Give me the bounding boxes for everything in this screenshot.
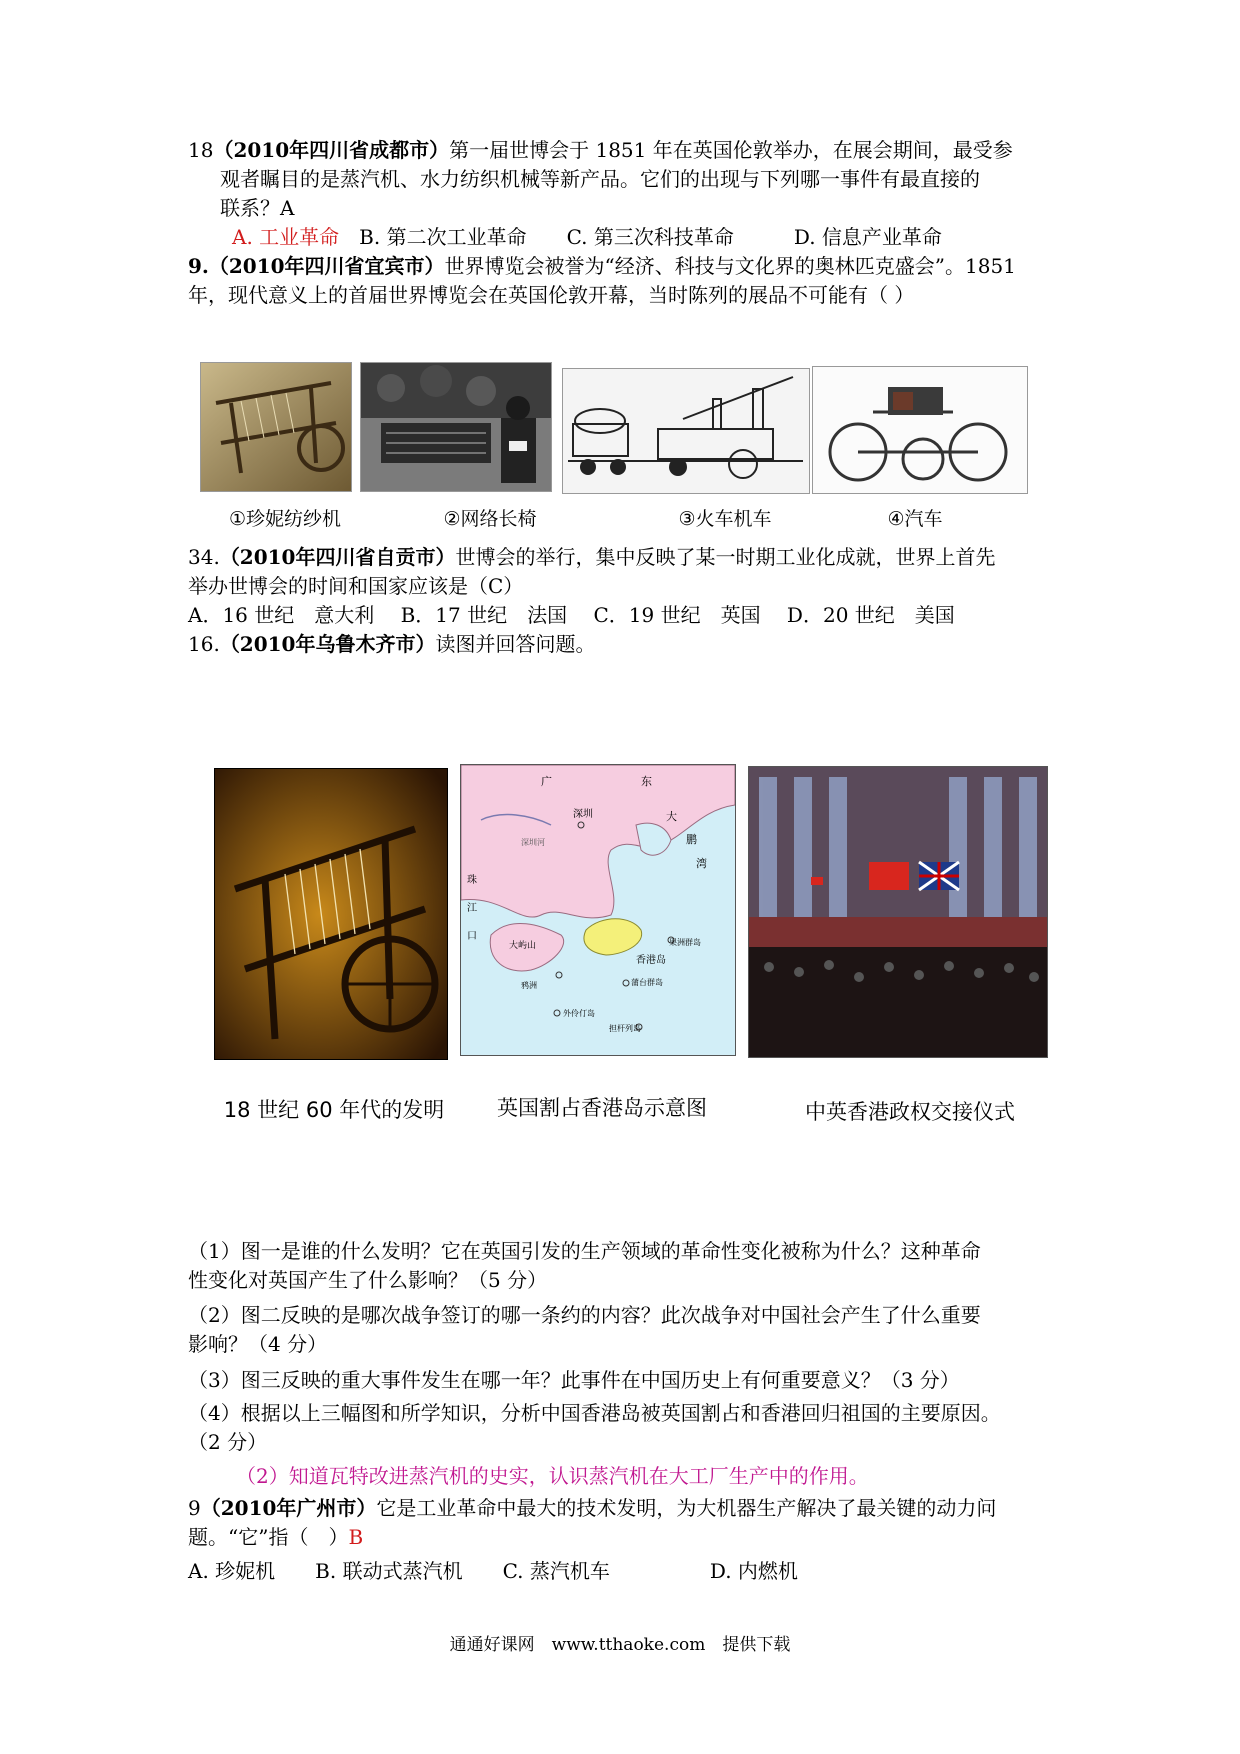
map-label-dong: 东 — [641, 775, 652, 788]
map-label-wailingding: 外伶仃岛 — [563, 1009, 595, 1018]
caption-invention: 18 世纪 60 年代的发明 — [223, 1098, 445, 1122]
correct-answer: B — [348, 1525, 364, 1549]
q16-sub4-line1: （4）根据以上三幅图和所学知识，分析中国香港岛被英国割占和香港回归祖国的主要原因。 — [188, 1401, 1001, 1425]
q18-line1: 18（2010年四川省成都市）第一届世博会于 1851 年在英国伦敦举办，在展会期间，最受参 — [188, 138, 1013, 162]
q16-sub3: （3）图三反映的重大事件发生在哪一年？此事件在中国历史上有何重要意义？（3 分） — [188, 1368, 960, 1392]
network-bench-photo — [360, 362, 552, 492]
q16-sub2-line1: （2）图二反映的是哪次战争签订的哪一条约的内容？此次战争对中国社会产生了什么重要 — [188, 1303, 981, 1327]
map-label-dapeng-3: 湾 — [696, 857, 707, 870]
caption-automobile: ④汽车 — [887, 508, 943, 530]
hongkong-island-map — [460, 764, 736, 1056]
q16-sub2-line2: 影响？（4 分） — [188, 1332, 328, 1356]
page-footer: 通通好课网 www.tthaoke.com 提供下载 — [449, 1635, 791, 1655]
caption-ceremony: 中英香港政权交接仪式 — [805, 1100, 1015, 1124]
q18-line3: 联系？A — [220, 196, 295, 220]
q9b-options: A. 珍妮机 B. 联动式蒸汽机 C. 蒸汽机车 D. 内燃机 — [188, 1559, 798, 1583]
map-label-putai: 蒲台群岛 — [631, 978, 663, 987]
handover-ceremony-photo — [748, 766, 1048, 1058]
caption-network-bench: ②网络长椅 — [443, 508, 537, 530]
q9a-line2: 年，现代意义上的首届世界博览会在英国伦敦开幕，当时陈列的展品不可能有（ ） — [188, 283, 915, 307]
map-label-guang: 广 — [541, 775, 552, 788]
q16-sub4-line2: （2 分） — [188, 1430, 268, 1454]
q34-line2: 举办世博会的时间和国家应该是（C） — [188, 574, 524, 598]
map-label-dapeng-1: 大 — [666, 810, 677, 823]
q16-sub1-line1: （1）图一是谁的什么发明？它在英国引发的生产领域的革命性变化被称为什么？这种革命 — [188, 1239, 981, 1263]
map-label-guozhou: 果洲群岛 — [669, 938, 701, 947]
map-label-dapeng-2: 鹏 — [686, 833, 697, 846]
map-label-shenzhen: 深圳 — [573, 809, 593, 820]
map-label-river: 深圳河 — [521, 838, 545, 847]
caption-train-engine: ③火车机车 — [678, 508, 772, 530]
map-label-hongkong-island: 香港岛 — [636, 955, 666, 966]
map-label-yazhou: 鸦洲 — [521, 981, 537, 990]
invention-1760s-photo — [214, 768, 448, 1060]
correct-option: A. 工业革命 — [232, 225, 340, 249]
learning-objective: （2）知道瓦特改进蒸汽机的史实，认识蒸汽机在大工厂生产中的作用。 — [236, 1464, 869, 1488]
q18-line2: 观者瞩目的是蒸汽机、水力纺织机械等新产品。它们的出现与下列哪一事件有最直接的 — [220, 167, 980, 191]
q34-options: A．16 世纪 意大利 B．17 世纪 法国 C．19 世纪 英国 D．20 世纪 美国 — [188, 603, 955, 627]
question-source: （2010年四川省宜宾市） — [208, 254, 445, 278]
q16-line1: 16.（2010年乌鲁木齐市）读图并回答问题。 — [188, 632, 596, 656]
question-source: （2010年四川省成都市） — [213, 138, 450, 162]
automobile-photo — [812, 366, 1028, 494]
q16-sub1-line2: 性变化对英国产生了什么影响？（5 分） — [188, 1268, 548, 1292]
train-engine-drawing — [562, 368, 810, 494]
q18-options: A. 工业革命 B. 第二次工业革命 C. 第三次科技革命 D. 信息产业革命 — [232, 225, 942, 249]
question-source: （2010年四川省自贡市） — [219, 545, 456, 569]
caption-map: 英国割占香港岛示意图 — [497, 1096, 707, 1120]
q9a-line1: 9.（2010年四川省宜宾市）世界博览会被誉为“经济、科技与文化界的奥林匹克盛会”。1851 — [188, 254, 1016, 278]
question-number: 18 — [188, 138, 214, 162]
q9b-line1: 9（2010年广州市）它是工业革命中最大的技术发明，为大机器生产解决了最关键的动力问 — [188, 1496, 997, 1520]
caption-spinning-jenny: ①珍妮纺纱机 — [228, 508, 342, 530]
spinning-jenny-photo — [200, 362, 352, 492]
map-label-zhu: 珠 — [467, 875, 477, 886]
map-label-jiang: 江 — [467, 903, 477, 914]
map-label-dangan: 担杆列岛 — [609, 1024, 641, 1033]
q34-line1: 34.（2010年四川省自贡市）世博会的举行，集中反映了某一时期工业化成就，世界上首先 — [188, 545, 996, 569]
map-label-kou: 口 — [467, 931, 477, 942]
question-source: （2010年广州市） — [200, 1496, 377, 1520]
q9b-line2: 题。“它”指（ ）B — [188, 1525, 364, 1549]
map-label-dayushan: 大屿山 — [509, 941, 537, 951]
question-source: （2010年乌鲁木齐市） — [219, 632, 436, 656]
